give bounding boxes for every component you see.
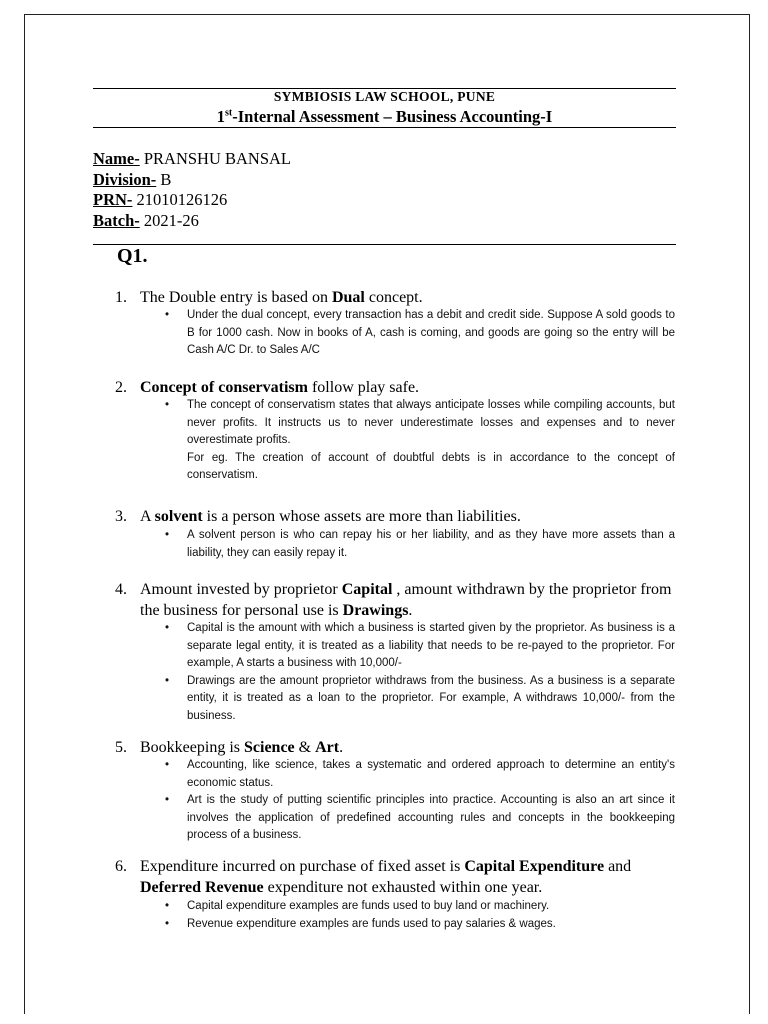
bullet-item: • A solvent person is who can repay his or her liability, and as they have more assets than a liability, they can easily repay it. bbox=[165, 529, 675, 559]
question-1 bbox=[115, 287, 690, 308]
bullet-item: • Capital expenditure examples are funds used to buy land or machinery. bbox=[165, 898, 675, 916]
bullet-item: • Capital is the amount with which a business is started given by the proprietor. As business is a separate legal entity, it is treated as a liability that needs to be re-payed to the proprietor. For example, A starts a business with 10,000/- bbox=[165, 622, 675, 669]
question-5 bbox=[115, 737, 690, 758]
question-number: 5. bbox=[115, 739, 127, 756]
document-page bbox=[24, 14, 750, 1014]
question-2 bbox=[115, 377, 690, 398]
bullet-icon: • bbox=[165, 399, 170, 411]
bullet-icon: • bbox=[165, 622, 170, 634]
question-text: A solvent is a person whose assets are more than liabilities. bbox=[140, 508, 521, 525]
bullet-item: • Drawings are the amount proprietor withdraws from the business. As a business is a separate entity, it is treated as a loan to the proprietor. For example, A withdraws 10,000/- from the business. bbox=[165, 674, 675, 722]
question-text: Concept of conservatism follow play safe. bbox=[140, 379, 420, 396]
question-4 bbox=[115, 579, 690, 621]
bullet-item: • The concept of conservatism states that always anticipate losses while compiling accounts, but never profits. It instructs us to never underestimate losses and expenses and to never overestimate profits. bbox=[165, 399, 675, 446]
info-division: Division- B bbox=[93, 169, 172, 189]
question-number: 6. bbox=[115, 858, 127, 875]
question-number: 4. bbox=[115, 581, 127, 598]
question-number: 1. bbox=[115, 289, 127, 306]
bullet-item: • Under the dual concept, every transaction has a debit and credit side. Suppose A sold goods to B for 1000 cash. Now in books of A, cash is coming, and goods are going so the entry will be Cash A/C Dr. to Sales A/C bbox=[165, 309, 675, 356]
question-text: Bookkeeping is Science & Art. bbox=[140, 739, 344, 756]
bullet-icon: • bbox=[165, 529, 170, 541]
question-6 bbox=[115, 856, 690, 898]
answer-bullets bbox=[165, 527, 675, 562]
question-text: Expenditure incurred on purchase of fixed asset is Capital Expenditure and Deferred Revenue expenditure not exhausted within one year. bbox=[140, 858, 632, 896]
answer-bullets bbox=[165, 620, 675, 725]
assessment-title: 1st-Internal Assessment – Business Accounting-I bbox=[216, 107, 553, 126]
bullet-icon: • bbox=[165, 759, 170, 771]
info-batch: Batch- 2021-26 bbox=[93, 210, 199, 230]
bullet-icon: • bbox=[165, 674, 170, 687]
answer-bullets bbox=[165, 397, 675, 485]
answer-bullets bbox=[165, 757, 675, 845]
bullet-item: • Revenue expenditure examples are funds used to pay salaries & wages. bbox=[165, 916, 675, 934]
bullet-icon: • bbox=[165, 917, 170, 930]
school-name: SYMBIOSIS LAW SCHOOL, PUNE bbox=[273, 89, 496, 104]
info-name: Name- PRANSHU BANSAL bbox=[93, 149, 292, 168]
question-number: 3. bbox=[115, 508, 127, 525]
bullet-icon: • bbox=[165, 309, 170, 321]
info-bottom-rule bbox=[93, 244, 676, 245]
header-bottom-rule bbox=[93, 127, 676, 128]
bullet-icon: • bbox=[165, 900, 170, 912]
bullet-continuation: For eg. The creation of account of doubtful debts is in accordance to the concept of conservatism. bbox=[187, 451, 675, 481]
question-number: 2. bbox=[115, 379, 127, 396]
answer-bullets bbox=[165, 898, 675, 933]
answer-bullets bbox=[165, 307, 675, 360]
bullet-item: • Accounting, like science, takes a systematic and ordered approach to determine an entity's economic status. bbox=[165, 759, 675, 789]
bullet-icon: • bbox=[165, 794, 170, 806]
question-text: Amount invested by proprietor Capital , amount withdrawn by the proprietor from the business for personal use is Drawings. bbox=[140, 581, 672, 619]
info-prn: PRN- 21010126126 bbox=[93, 190, 228, 209]
question-heading: Q1. bbox=[117, 245, 148, 267]
question-3 bbox=[115, 506, 690, 527]
bullet-item: • Art is the study of putting scientific principles into practice. Accounting is also an art since it involves the application of predefined accounting rules and concepts in the bookkeeping process of a business. bbox=[165, 794, 675, 841]
student-info bbox=[93, 149, 291, 231]
question-text: The Double entry is based on Dual concept. bbox=[140, 289, 423, 306]
